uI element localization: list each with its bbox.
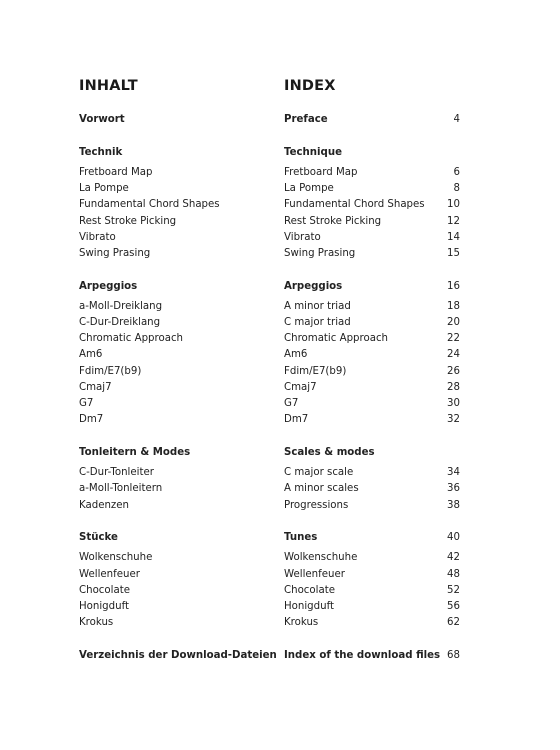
entry-title-en: Progressions xyxy=(284,499,349,511)
toc-entry-row xyxy=(0,498,560,514)
toc-section-row xyxy=(0,445,560,461)
entry-title-de: Fretboard Map xyxy=(79,166,153,178)
entry-page-number: 26 xyxy=(447,365,460,377)
entry-title-en: Honigduft xyxy=(284,601,334,612)
entry-page-number: 34 xyxy=(447,467,460,479)
entry-title-de: Dm7 xyxy=(79,414,104,426)
section-title-en: Scales & modes xyxy=(284,446,375,458)
entry-title-de: Am6 xyxy=(79,349,103,361)
toc-section-row xyxy=(0,279,560,295)
entry-title-de: Chocolate xyxy=(79,584,130,596)
entry-title-de: Kadenzen xyxy=(79,499,130,511)
toc-entry-row xyxy=(0,299,560,315)
toc-entry-row xyxy=(0,465,560,481)
entry-title-en: Am6 xyxy=(284,349,308,361)
entry-title-de: La Pompe xyxy=(79,183,129,195)
entry-title-de: Wolkenschuhe xyxy=(79,552,153,564)
entry-page-number: 38 xyxy=(447,499,460,511)
entry-title-en: Chocolate xyxy=(284,584,335,596)
entry-title-en: Dm7 xyxy=(284,414,309,426)
toc-entry-row xyxy=(0,331,560,347)
section-title-en: Index of the download files xyxy=(284,649,441,661)
entry-page-number: 18 xyxy=(447,300,460,312)
entry-title-de: Honigduft xyxy=(79,601,129,612)
toc-entry-row xyxy=(0,214,560,230)
entry-title-en: Cmaj7 xyxy=(284,381,317,393)
toc-entry-row xyxy=(0,230,560,246)
entry-page-number: 12 xyxy=(447,215,460,227)
section-title-en: Preface xyxy=(284,114,328,125)
entry-page-number: 15 xyxy=(447,247,460,259)
entry-title-de: a-Moll-Dreiklang xyxy=(79,300,163,312)
entry-title-en: A minor triad xyxy=(284,300,351,312)
entry-title-en: Fretboard Map xyxy=(284,166,358,178)
entry-page-number: 14 xyxy=(447,231,460,243)
toc-entry-row xyxy=(0,246,560,262)
section-title-en: Tunes xyxy=(284,532,318,544)
toc-entry-row xyxy=(0,364,560,380)
entry-page-number: 32 xyxy=(447,414,460,426)
section-page-number: 16 xyxy=(447,280,460,292)
toc-entry-row xyxy=(0,165,560,181)
toc-section-row xyxy=(0,145,560,161)
entry-title-de: G7 xyxy=(79,398,94,409)
entry-title-de: a-Moll-Tonleitern xyxy=(79,483,163,495)
section-page-number: 68 xyxy=(447,649,460,661)
toc-entry-row xyxy=(0,396,560,412)
entry-page-number: 10 xyxy=(447,199,460,211)
toc-section-row xyxy=(0,648,560,664)
entry-title-en: Vibrato xyxy=(284,231,321,243)
entry-title-de: C-Dur-Dreiklang xyxy=(79,317,161,328)
entry-title-en: Krokus xyxy=(284,617,319,629)
entry-title-en: Fdim/E7(b9) xyxy=(284,365,347,377)
toc-entry-row xyxy=(0,412,560,428)
section-title-de: Tonleitern & Modes xyxy=(79,446,191,458)
heading-index: INDEX xyxy=(284,78,336,94)
entry-title-de: Vibrato xyxy=(79,231,116,243)
section-title-de: Arpeggios xyxy=(79,280,138,292)
entry-title-de: Fundamental Chord Shapes xyxy=(79,199,220,211)
entry-page-number: 24 xyxy=(447,349,460,361)
toc-entry-row xyxy=(0,481,560,497)
toc-entry-row xyxy=(0,599,560,615)
toc-section-row xyxy=(0,112,560,128)
entry-title-de: Rest Stroke Picking xyxy=(79,215,177,227)
section-title-de: Vorwort xyxy=(79,114,125,125)
entry-page-number: 6 xyxy=(453,166,460,178)
toc-entry-row xyxy=(0,550,560,566)
entry-page-number: 42 xyxy=(447,552,460,564)
section-title-en: Arpeggios xyxy=(284,280,343,292)
entry-title-de: Fdim/E7(b9) xyxy=(79,365,142,377)
entry-page-number: 28 xyxy=(447,381,460,393)
toc-entry-row xyxy=(0,347,560,363)
entry-title-en: A minor scales xyxy=(284,483,359,495)
entry-title-en: Wellenfeuer xyxy=(284,568,345,580)
entry-title-en: Swing Prasing xyxy=(284,247,356,259)
toc-entry-row xyxy=(0,380,560,396)
entry-title-en: Rest Stroke Picking xyxy=(284,215,382,227)
entry-title-en: Wolkenschuhe xyxy=(284,552,358,564)
heading-inhalt: INHALT xyxy=(79,78,138,94)
entry-page-number: 56 xyxy=(447,601,460,612)
toc-entry-row xyxy=(0,197,560,213)
entry-page-number: 62 xyxy=(447,617,460,629)
toc-entry-row xyxy=(0,567,560,583)
entry-title-en: C major triad xyxy=(284,317,351,328)
toc-section-row xyxy=(0,530,560,546)
toc-entry-row xyxy=(0,181,560,197)
entry-page-number: 22 xyxy=(447,333,460,345)
entry-page-number: 8 xyxy=(453,183,460,195)
entry-title-en: La Pompe xyxy=(284,183,334,195)
entry-title-de: Chromatic Approach xyxy=(79,333,183,345)
entry-page-number: 48 xyxy=(447,568,460,580)
entry-title-de: Wellenfeuer xyxy=(79,568,140,580)
entry-title-de: Swing Prasing xyxy=(79,247,151,259)
section-title-de: Stücke xyxy=(79,532,118,544)
entry-title-de: Cmaj7 xyxy=(79,381,112,393)
entry-page-number: 52 xyxy=(447,584,460,596)
toc-entry-row xyxy=(0,615,560,631)
entry-title-de: Krokus xyxy=(79,617,114,629)
section-page-number: 40 xyxy=(447,532,460,544)
entry-page-number: 30 xyxy=(447,398,460,409)
toc-entry-row xyxy=(0,315,560,331)
section-page-number: 4 xyxy=(453,114,460,125)
entry-title-en: Chromatic Approach xyxy=(284,333,388,345)
entry-title-de: C-Dur-Tonleiter xyxy=(79,467,154,479)
entry-page-number: 36 xyxy=(447,483,460,495)
entry-title-en: C major scale xyxy=(284,467,354,479)
entry-page-number: 20 xyxy=(447,317,460,328)
section-title-en: Technique xyxy=(284,146,342,158)
toc-entry-row xyxy=(0,583,560,599)
entry-title-en: G7 xyxy=(284,398,299,409)
section-title-de: Verzeichnis der Download-Dateien xyxy=(79,649,277,661)
section-title-de: Technik xyxy=(79,146,123,158)
entry-title-en: Fundamental Chord Shapes xyxy=(284,199,425,211)
